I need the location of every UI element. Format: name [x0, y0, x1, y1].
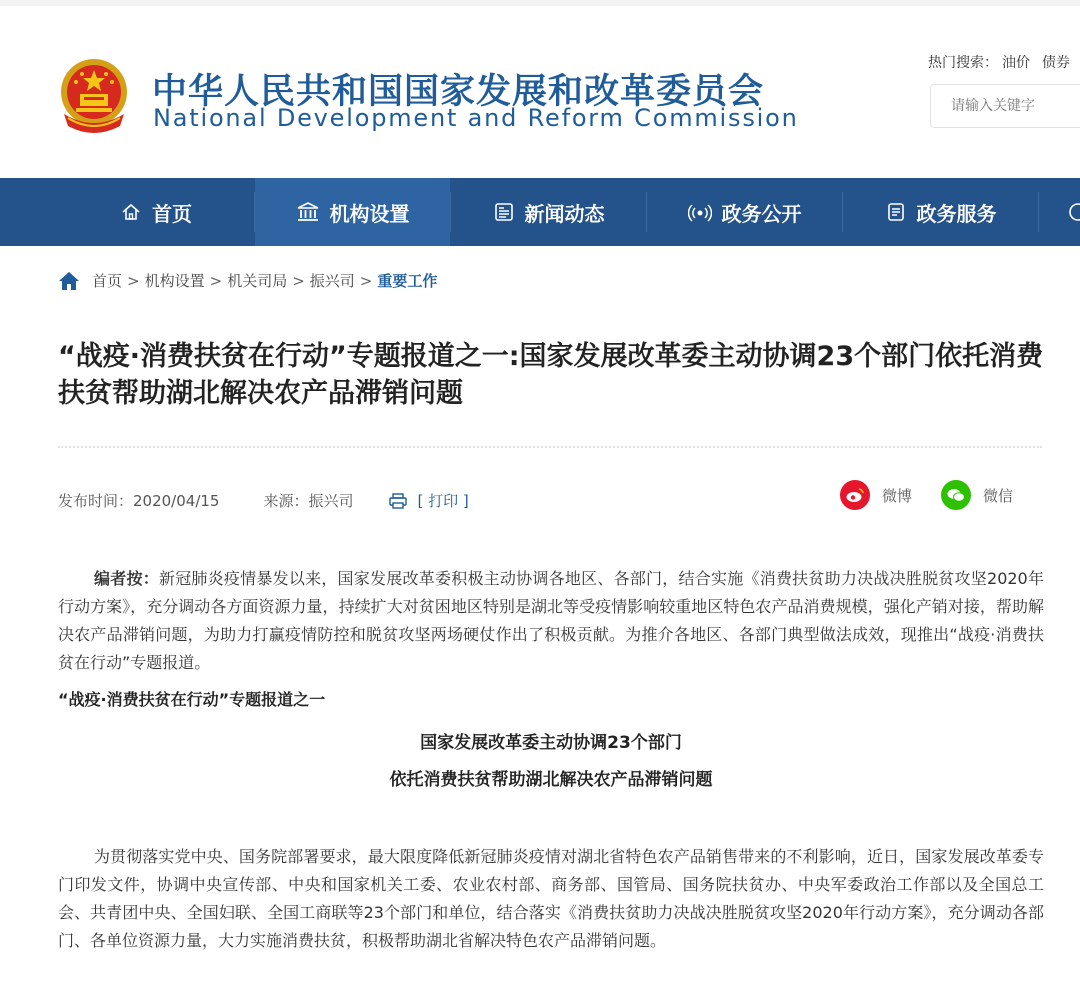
article-title: “战疫·消费扶贫在行动”专题报道之一:国家发展改革委主动协调23个部门依托消费扶贫帮助湖北解决农产品滞销问题 [58, 341, 1044, 409]
org-name-en[interactable]: National Development and Reform Commission [153, 104, 799, 132]
home-icon [120, 201, 142, 223]
article-source: 来源：振兴司 [263, 492, 354, 510]
nav-label: 新闻动态 [524, 201, 605, 226]
main-nav [0, 178, 1080, 246]
weibo-label: 微博 [882, 486, 913, 505]
share-wechat[interactable] [941, 480, 1013, 510]
breadcrumb-item-revitalization-dept[interactable]: 振兴司 [309, 272, 355, 290]
editor-note-text: 新冠肺炎疫情暴发以来，国家发展改革委积极主动协调各地区、各部门，结合实施《消费扶贫助力决战决胜脱贫攻坚2020年行动方案》，充分调动各方面资源力量，持续扩大对贫困地区特别是湖北等受疫情影响较重地区特色农产品消费规模，强化产销对接，帮助解决农产品滞销问题，为助力打赢疫情防控和脱贫攻坚两场硬仗作出了积极贡献。为推介各地区、各部门典型做法成效，现推出“战疫·消费扶贫在行动”专题报道。 [58, 569, 1044, 672]
print-label: [ 打印 ] [417, 492, 469, 510]
breadcrumb [58, 270, 437, 291]
breadcrumb-item-important-work[interactable]: 重要工作 [377, 272, 438, 290]
editor-note-label: 编者按： [94, 569, 159, 588]
nav-item-government-affairs[interactable] [647, 178, 842, 246]
printer-icon [389, 493, 407, 509]
institution-icon [296, 201, 320, 223]
nav-item-government-services[interactable] [843, 178, 1038, 246]
nav-item-home[interactable] [58, 178, 254, 246]
print-button[interactable] [389, 490, 468, 511]
breadcrumb-item-departments[interactable]: 机关司局 [227, 272, 288, 290]
nav-label: 政务服务 [916, 201, 997, 226]
breadcrumb-item-institutions[interactable]: 机构设置 [144, 272, 205, 290]
org-name-cn[interactable]: 中华人民共和国国家发展和改革委员会 [152, 72, 765, 112]
breadcrumb-separator: > [127, 271, 140, 290]
nav-label: 机构设置 [329, 201, 410, 226]
article-meta [58, 490, 469, 511]
national-emblem-logo[interactable] [58, 56, 130, 136]
wechat-icon [941, 480, 971, 510]
hot-search-label: 热门搜索： [928, 55, 998, 71]
nav-item-news[interactable] [451, 178, 646, 246]
nav-label: 首页 [152, 201, 192, 226]
nav-divider [1038, 192, 1039, 232]
article-heading-line-1: 国家发展改革委主动协调23个部门 [420, 733, 682, 753]
wechat-label: 微信 [983, 486, 1014, 505]
title-divider [58, 446, 1042, 448]
nav-item-institutions[interactable] [255, 178, 450, 246]
hot-term-1[interactable]: 油价 [1002, 55, 1030, 71]
article-heading-line-2: 依托消费扶贫帮助湖北解决农产品滞销问题 [389, 770, 713, 790]
body-paragraph: 为贯彻落实党中央、国务院部署要求，最大限度降低新冠肺炎疫情对湖北省特色农产品销售带来的不利影响，近日，国家发展改革委专门印发文件，协调中央宣传部、中央和国家机关工委、农业农村部、商务部、国管局、国务院扶贫办、中央军委政治工作部以及全国总工会、共青团中央、全国妇联、全国工商联等23个部门和单位，结合落实《消费扶贫助力决战决胜脱贫攻坚2020年行动方案》，充分调动各部门、各单位资源力量，大力实施消费扶贫，积极帮助湖北省解决特色农产品滞销问题。 [58, 847, 1044, 950]
nav-label: 政务公开 [721, 201, 802, 226]
news-icon [493, 201, 515, 223]
breadcrumb-separator: > [209, 271, 223, 290]
search-input[interactable] [931, 85, 1080, 127]
series-heading: “战疫·消费扶贫在行动”专题报道之一 [58, 690, 326, 709]
search-box[interactable] [930, 84, 1080, 128]
publish-time: 发布时间：2020/04/15 [58, 492, 220, 510]
breadcrumb-separator: > [359, 271, 373, 290]
weibo-icon [840, 480, 870, 510]
breadcrumb-home-icon[interactable] [58, 271, 80, 291]
share-weibo[interactable] [840, 480, 912, 510]
editor-note-paragraph [58, 565, 1044, 677]
breadcrumb-separator: > [292, 271, 305, 290]
site-header [0, 6, 1080, 178]
hot-term-2[interactable]: 债券 [1042, 55, 1070, 71]
nav-overflow-icon[interactable] [1068, 202, 1080, 226]
broadcast-icon [688, 201, 712, 223]
service-icon [885, 201, 907, 223]
breadcrumb-item-home[interactable]: 首页 [92, 272, 123, 290]
hot-search [928, 52, 1074, 72]
